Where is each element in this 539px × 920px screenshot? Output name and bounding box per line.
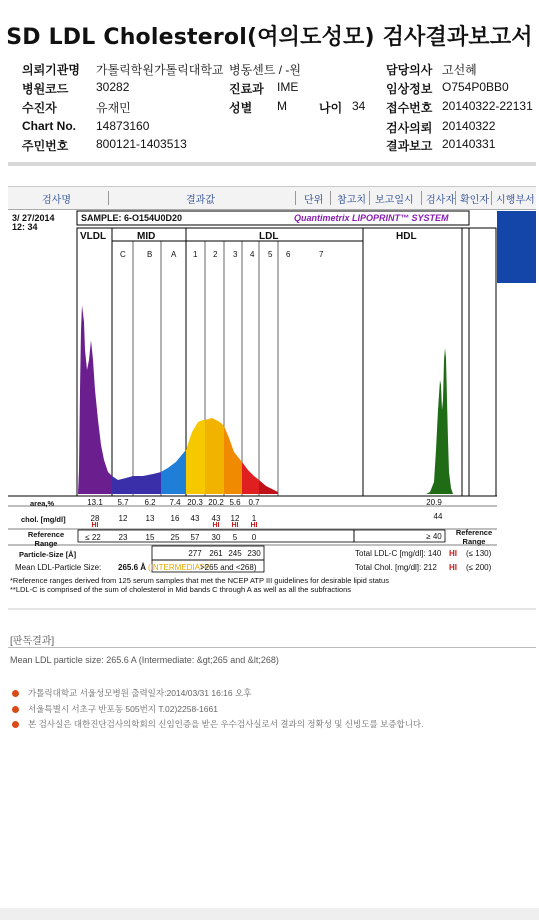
side-panel-block [497, 211, 536, 283]
divider [8, 647, 536, 648]
info-report-label: 결과보고 [386, 139, 433, 153]
bullet-icon [12, 706, 19, 713]
scan-time: 12: 34 [12, 222, 38, 232]
group-hdl: HDL [396, 231, 417, 242]
vldl-peak [78, 305, 112, 494]
chol-cell: 28 [90, 514, 100, 523]
info-label: 주민번호 [22, 139, 69, 153]
info-requester [22, 61, 80, 78]
hdl-peak [426, 348, 453, 494]
info-request-value: 20140322 [442, 119, 496, 133]
band-5: 5 [268, 250, 273, 259]
info-sex-label: 성별 [229, 101, 253, 115]
system-name: Quantimetrix LIPOPRINT™ SYSTEM [294, 213, 449, 223]
info-age-label: 나이 [319, 101, 343, 115]
total-chol: Total Chol. [mg/dl]: 212 [355, 563, 437, 572]
area-cell: 0.7 [248, 498, 260, 507]
info-doctor-value: 고선혜 [442, 63, 477, 77]
area-cell: 6.2 [144, 498, 156, 507]
tab-department[interactable]: 시행부서 [496, 195, 535, 206]
chart-side-frame [462, 228, 496, 496]
info-label: 수진자 [22, 101, 57, 115]
tab-result[interactable]: 결과값 [186, 195, 215, 206]
row-label-particle: Particle-Size [Å] [19, 550, 77, 559]
footer-accreditation: 본 검사실은 대한진단검사의학회의 신임인증을 받은 우수검사실로서 결과의 정확성 및 신빙도를 보증합니다. [28, 719, 424, 729]
bullet-icon [12, 690, 19, 697]
divider [8, 608, 536, 610]
tab-test-name[interactable]: 검사명 [42, 195, 71, 206]
area-cell: 7.4 [169, 498, 181, 507]
chol-flag: HI [250, 522, 258, 529]
column-header-bar [8, 186, 536, 210]
area-cell: 5.6 [229, 498, 241, 507]
ldl-band-2 [205, 418, 224, 494]
hdl-chol-cell: 44 [433, 512, 443, 521]
divider [330, 191, 331, 205]
mean-size-value: 265.6 Å [118, 563, 147, 572]
group-vldl: VLDL [80, 231, 107, 242]
result-text: Mean LDL particle size: 265.6 A (Intermediate: &gt;265 and &lt;268) [10, 655, 279, 665]
sample-id: SAMPLE: 6-O154U0D20 [81, 213, 183, 223]
info-receipt-label: 접수번호 [386, 101, 433, 115]
info-label: 의뢰기관명 [22, 63, 80, 77]
bullet-icon [12, 721, 19, 728]
particle-cell: 245 [228, 549, 242, 558]
chol-cell: 12 [230, 514, 240, 523]
chol-cell: 43 [211, 514, 221, 523]
info-report-value: 20140331 [442, 137, 496, 151]
info-receipt-value: 20140322-22131 [442, 99, 533, 113]
row-label-ref: Reference Range [27, 530, 65, 548]
info-resident-no-value: 800121-1403513 [96, 137, 187, 151]
ref-cell: 0 [251, 533, 257, 542]
ldl-band-5 [259, 480, 278, 494]
band-a: A [171, 250, 177, 259]
particle-cell: 261 [209, 549, 223, 558]
particle-cell: 277 [188, 549, 202, 558]
band-6: 6 [286, 250, 291, 259]
info-chart-no [22, 119, 76, 133]
ldl-band-4 [242, 462, 259, 494]
chol-flag: HI [91, 522, 99, 529]
divider [295, 191, 296, 205]
mean-size-class: (INTERMEDIATE [148, 563, 210, 572]
hdl-ref-cell: ≥ 40 [426, 532, 442, 541]
total-ldl: Total LDL-C [mg/dl]: 140 [355, 549, 442, 558]
ldl-band-1 [186, 420, 205, 494]
info-clinical-value: O754P0BB0 [442, 80, 509, 94]
ref-cell: 5 [232, 533, 238, 542]
mean-size-label: Mean LDL-Particle Size: [15, 563, 102, 572]
footer-address: 서울특별시 서초구 반포동 505번지 T.02)2258-1661 [28, 704, 218, 714]
tab-tester[interactable]: 검사자 [426, 195, 455, 206]
tab-unit[interactable]: 단위 [304, 195, 324, 206]
area-cell: 20.2 [208, 498, 224, 507]
ref-cell: 57 [190, 533, 200, 542]
tab-confirmer[interactable]: 확인자 [460, 195, 489, 206]
ref-cell: 15 [145, 533, 155, 542]
info-label: 병원코드 [22, 82, 69, 96]
area-cell: 13.1 [87, 498, 103, 507]
hdl-ref-label: Reference Range [455, 528, 493, 546]
total-ldl-ref: (≤ 130) [466, 549, 492, 558]
group-ldl: LDL [259, 231, 279, 242]
hdl-area-cell: 20.9 [426, 498, 442, 507]
info-sex-value: M [277, 99, 287, 113]
band-c: C [120, 250, 126, 259]
divider [369, 191, 370, 205]
divider [108, 191, 109, 205]
bottom-bar [0, 908, 539, 920]
band-2: 2 [213, 250, 218, 259]
divider [491, 191, 492, 205]
particle-cell: 230 [247, 549, 261, 558]
divider [8, 162, 536, 166]
chol-flag: HI [212, 522, 220, 529]
tab-reference[interactable]: 참고치 [337, 195, 366, 206]
ref-cell: 23 [118, 533, 128, 542]
info-patient [22, 99, 57, 116]
chol-flag: HI [231, 522, 239, 529]
info-clinic-label: 진료과 [229, 82, 264, 96]
info-hospital-code [22, 80, 68, 97]
info-request-label: 검사의뢰 [386, 121, 433, 135]
info-ward: 병동센트 / -원 [229, 63, 301, 77]
row-label-chol: chol. [mg/dl] [21, 515, 66, 524]
chol-cell: 12 [118, 514, 128, 523]
footnote-ldl: **LDL-C is comprised of the sum of cholesterol in Mid bands C through A as well as all the subfractions [10, 585, 352, 594]
info-clinic-value: IME [277, 80, 299, 94]
ref-cell: 30 [211, 533, 221, 542]
band-3: 3 [233, 250, 238, 259]
mean-size-range: >265 and <268) [200, 563, 257, 572]
report-title: SD LDL Cholesterol(여의도성모) 검사결과보고서 [6, 25, 533, 50]
result-title: [판독결과] [10, 636, 55, 647]
chart-plot-frame [77, 228, 469, 496]
divider [421, 191, 422, 205]
ref-cell: ≤ 22 [85, 533, 101, 542]
ref-cell: 25 [170, 533, 180, 542]
group-mid: MID [137, 231, 156, 242]
chol-cell: 43 [190, 514, 200, 523]
band-1: 1 [193, 250, 198, 259]
total-chol-ref: (≤ 200) [466, 563, 492, 572]
chol-cell: 13 [145, 514, 155, 523]
area-cell: 20.3 [187, 498, 203, 507]
tab-report-date[interactable]: 보고일시 [375, 195, 414, 206]
scan-date: 3/ 27/2014 [12, 213, 55, 223]
total-chol-flag: HI [449, 563, 457, 572]
divider [455, 191, 456, 205]
area-cell: 5.7 [117, 498, 129, 507]
info-patient-value: 유재민 [96, 101, 131, 115]
chol-cell: 1 [251, 514, 257, 523]
info-label: Chart No. [22, 119, 76, 133]
band-4: 4 [250, 250, 255, 259]
info-doctor-label: 담당의사 [386, 63, 433, 77]
chol-cell: 16 [170, 514, 180, 523]
total-ldl-flag: HI [449, 549, 457, 558]
info-clinical-label: 임상정보 [386, 82, 433, 96]
footnote-reference: *Reference ranges derived from 125 serum samples that met the NCEP ATP III guidelines for desirable lipid status [10, 576, 389, 585]
info-chart-no-value: 14873160 [96, 119, 150, 133]
info-hospital-code-value: 30282 [96, 80, 130, 94]
band-7: 7 [319, 250, 324, 259]
ldl-band-3 [224, 426, 242, 494]
info-requester-value: 가톨릭학원가톨릭대학교 [96, 63, 224, 77]
info-resident-no [22, 137, 68, 154]
mid-a-band [161, 450, 186, 494]
chart-header-frame [77, 211, 469, 225]
footer-hospital: 가톨릭대학교 서울성모병원 출력일자:2014/03/31 16:16 오후 [28, 688, 252, 698]
band-b: B [147, 250, 153, 259]
row-label-area: area,% [30, 499, 55, 508]
info-age-value: 34 [352, 99, 366, 113]
